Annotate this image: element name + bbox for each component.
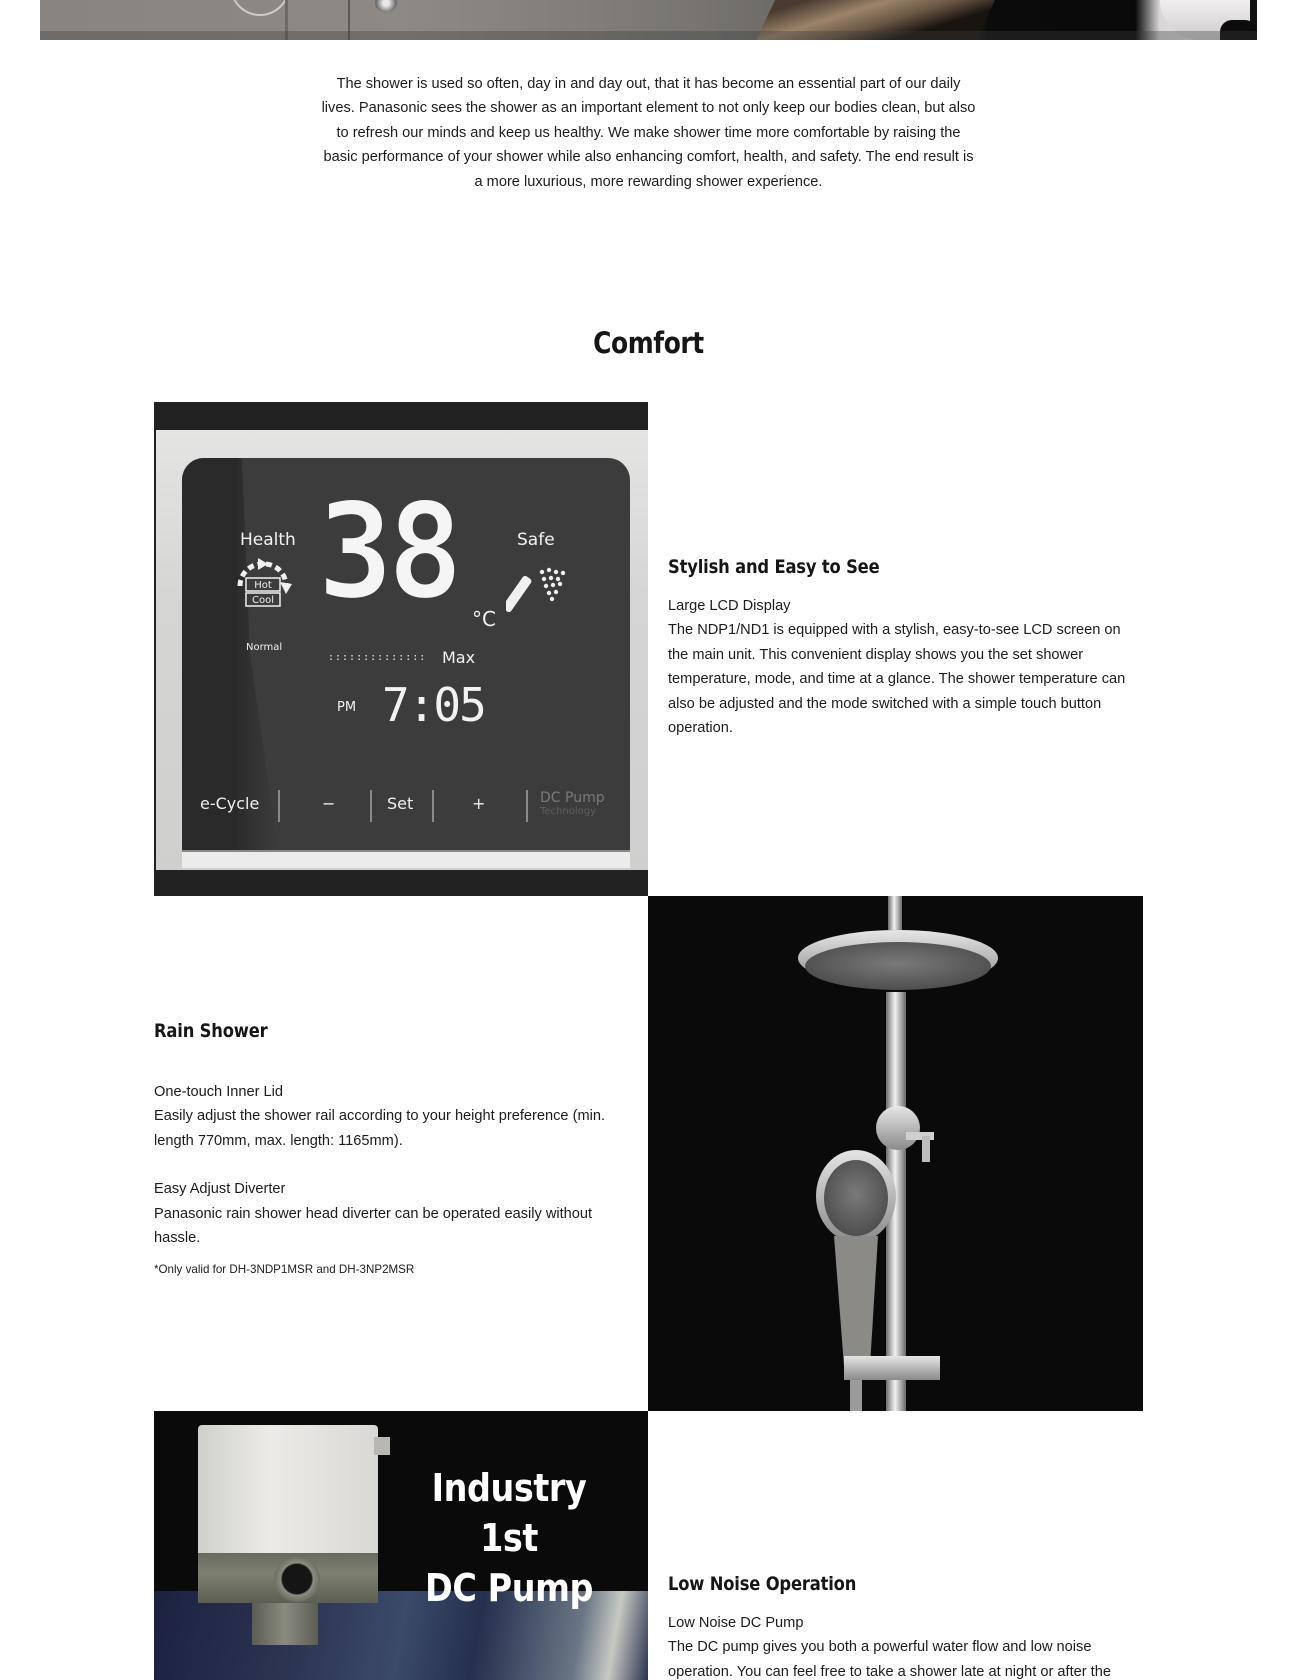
hero-banner-image [40, 0, 1257, 40]
feature-footnote: *Only valid for DH-3NDP1MSR and DH-3NP2MSR [154, 1263, 415, 1277]
temperature-unit: °C [472, 607, 496, 631]
knob-graphic [375, 0, 397, 12]
feature-rain-shower [154, 1020, 634, 1278]
intro-paragraph: The shower is used so often, day in and day out, that it has become an essential part of our daily lives. Panasonic sees the shower as an important element to not only keep our bodies clean, but also to refresh our minds and keep us healthy. We make shower time more comfortable by raising the basic performance of your shower while also enhancing comfort, health, and safety. The end result is a more luxurious, more rewarding shower experience. [321, 76, 976, 190]
period-label: PM [337, 700, 357, 715]
feature-body: The DC pump gives you both a powerful water flow and low noise operation. You can feel free to take a shower late at night or after the [668, 1639, 1111, 1680]
svg-text:Cool: Cool [252, 595, 274, 606]
feature-subtitle: Large LCD Display [668, 598, 791, 614]
pump-headline: Industry 1st DC Pump [425, 1466, 593, 1610]
health-cycle-icon [232, 554, 294, 616]
banner-shade [40, 31, 1257, 40]
rain-shower-image [648, 896, 1143, 1411]
feature-body: Easily adjust the shower rail according to your height preference (min. length 770mm, max. length: 1165mm). [154, 1108, 606, 1149]
lcd-display-image [154, 402, 648, 896]
feature-low-noise [668, 1573, 1138, 1680]
feature-title: Rain Shower [154, 1020, 268, 1042]
max-label: Max [442, 648, 476, 667]
feature-body: Panasonic rain shower head diverter can be operated easily without hassle. [154, 1205, 593, 1247]
dc-pump-image [154, 1411, 648, 1680]
clock-readout: 7:05 [382, 678, 485, 732]
section-title: Comfort [593, 326, 704, 360]
lcd-bottom-trim [182, 850, 630, 868]
normal-label: Normal [246, 642, 283, 653]
feature-subtitle: Easy Adjust Diverter [154, 1181, 286, 1198]
pump-port [274, 1556, 320, 1602]
temperature-readout: 38 [317, 475, 458, 629]
pump-body [198, 1425, 378, 1553]
set-button-label: Set [387, 794, 414, 813]
minus-button-label: − [322, 794, 336, 813]
svg-text:Hot: Hot [254, 580, 272, 591]
ecycle-button-label: e-Cycle [200, 794, 260, 813]
feature-title: Stylish and Easy to See [668, 556, 880, 578]
feature-subtitle: One-touch Inner Lid [154, 1084, 283, 1100]
flow-level-indicator: :::::::::::::: [328, 652, 427, 663]
rain-shower-illustration [648, 896, 1143, 1411]
shower-spray-icon [506, 564, 572, 614]
plus-button-label: + [472, 794, 486, 813]
lcd-button-row [182, 790, 630, 834]
feature-body: The NDP1/ND1 is equipped with a stylish, easy-to-see LCD screen on the main unit. This convenient display shows you the set shower temperature, mode, and time at a glance. The shower temperature can also be adjusted and the mode switched with a simple touch button operation. [668, 622, 1126, 737]
pump-neck [252, 1603, 318, 1645]
feature-stylish [668, 556, 1138, 740]
dc-pump-badge: DC Pump Technology [540, 790, 605, 817]
shower-hose-graphic [230, 0, 290, 16]
feature-subtitle: Low Noise DC Pump [668, 1615, 804, 1631]
feature-title: Low Noise Operation [668, 1573, 857, 1595]
health-label: Health [240, 530, 296, 550]
safe-label: Safe [517, 530, 555, 550]
